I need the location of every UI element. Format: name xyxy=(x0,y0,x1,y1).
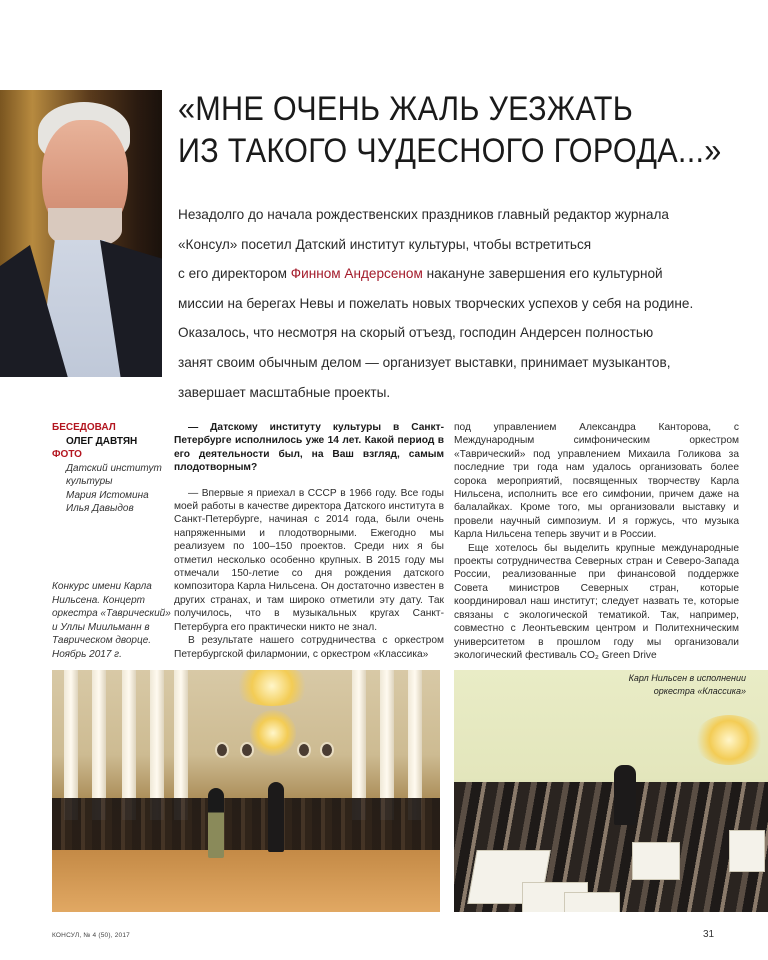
page-number: 31 xyxy=(703,929,715,940)
lead-line-7: завершает масштабные проекты. xyxy=(178,384,391,400)
lead-line-4: миссии на берегах Невы и пожелать новых творческих успехов у себя на родине. xyxy=(178,295,694,311)
answer-paragraph: — Впервые я приехал в СССР в 1966 году. Все годы моей работы в качестве директора Датского института в Санкт-Петербурге, начиная с 2014 года, были очень напряженными и плодотворными. Ежегодно мы реализуем по 100–150 проектов. Среди них я бы отметил несколько особенно крупных. В 2015 году мы отмечали 150-летие со дня рождения датского композитора Карла Нильсена. Он достаточно известен в других странах, и там широко отметили эту дату. Так получилось, что в музыкальных кругах Санкт-Петербурга его практически никто не знал. xyxy=(174,487,444,633)
article-headline xyxy=(178,88,722,172)
byline xyxy=(52,421,172,516)
issue-info: КОНСУЛ, № 4 (50), 2017 xyxy=(52,932,130,939)
chandelier xyxy=(694,715,764,765)
headline-line-1: «МНЕ ОЧЕНЬ ЖАЛЬ УЕЗЖАТЬ xyxy=(178,90,634,128)
lead-line-3-pre: с его директором xyxy=(178,266,291,282)
answer-paragraph-continued: под управлением Александра Канторова, с Международным симфоническим оркестром «Таврический» под управлением Михаила Голикова за последние три года нам удалось организовать более сорока мероприятий, посвященных творчеству Карла Нильсена, исполнить все его симфонии, причем даже на балалайках. Кроме того, мы организовали выставку и провели научный симпозиум. И я горжусь, что музыка Карла Нильсена теперь звучит и в России. xyxy=(454,422,739,541)
lead-line-3-post: накануне завершения его культурной xyxy=(422,266,663,282)
conductor xyxy=(268,782,284,852)
lead-line-3 xyxy=(178,259,738,289)
lead-line-2: «Консул» посетил Датский институт культуры, чтобы встретиться xyxy=(178,236,592,252)
lead-line-6: занят своим обычным делом — организует выставки, принимает музыкантов, xyxy=(178,354,671,370)
article-lead xyxy=(178,200,738,407)
interviewer-name: ОЛЕГ ДАВТЯН xyxy=(66,435,138,447)
interviewee-name-highlight: Финном Андерсеном xyxy=(290,266,423,282)
parquet-floor xyxy=(52,850,440,912)
article-column-1 xyxy=(174,421,444,661)
interviewer-label: БЕСЕДОВАЛ xyxy=(52,422,116,433)
music-sheet xyxy=(729,830,765,872)
photo-round-window xyxy=(297,742,311,758)
orchestra xyxy=(52,798,440,850)
photo-credit: культуры xyxy=(66,476,113,487)
photo-round-window xyxy=(320,742,334,758)
article-column-2 xyxy=(454,421,739,662)
caption-line-1: Карл Нильсен в исполнении xyxy=(628,673,746,683)
conductor xyxy=(614,765,636,825)
portrait-photo xyxy=(0,90,162,377)
photo-round-window xyxy=(240,742,254,758)
caption-line-2: оркестра «Классика» xyxy=(653,686,746,696)
photo-round-window xyxy=(215,742,229,758)
answer-paragraph: Еще хотелось бы выделить крупные международные проекты сотрудничества Северных стран и Северо-Запада России, реализованные при финансовой поддержке Совета министров Северных стран, которые координировал наш институт; следует назвать те, которые связаны с экологической тематикой. Так, например, совместно с Леонтьевским центром и Политехническим университетом в прошлом году мы организовали экологический фестиваль CO₂ Green Drive xyxy=(454,542,739,661)
soloist xyxy=(208,788,224,858)
concert-photo-klassika xyxy=(454,670,768,912)
photo-caption-concert: Конкурс имени Карла Нильсена. Концерт оркестра «Таврический» и Уллы Миильманн в Таврическом дворце. Ноябрь 2017 г. xyxy=(52,581,171,660)
photo-credit: Датский институт xyxy=(66,462,162,474)
photo-credit: Мария Истомина xyxy=(66,489,149,501)
photo-credit: Илья Давыдов xyxy=(66,503,134,514)
chandelier xyxy=(250,710,296,756)
lead-line-5: Оказалось, что несмотря на скорый отъезд, господин Андерсен полностью xyxy=(178,325,654,341)
lead-line-1: Незадолго до начала рождественских праздников главный редактор журнала xyxy=(178,207,669,222)
music-sheet xyxy=(632,842,680,880)
photo-caption-klassika xyxy=(566,672,746,698)
photo-label: ФОТО xyxy=(52,449,82,460)
headline-line-2: ИЗ ТАКОГО ЧУДЕСНОГО ГОРОДА...» xyxy=(178,132,722,170)
chandelier xyxy=(232,670,312,706)
answer-paragraph: В результате нашего сотрудничества с оркестром Петербургской филармонии, с оркестром «Классика» xyxy=(174,635,444,660)
interview-question: — Датскому институту культуры в Санкт-Петербурге исполнилось уже 14 лет. Какой период в его деятельности был, на Ваш взгляд, самым плодотворным? xyxy=(174,422,444,474)
music-sheet xyxy=(564,892,620,912)
concert-photo-tauride-palace xyxy=(52,670,440,912)
